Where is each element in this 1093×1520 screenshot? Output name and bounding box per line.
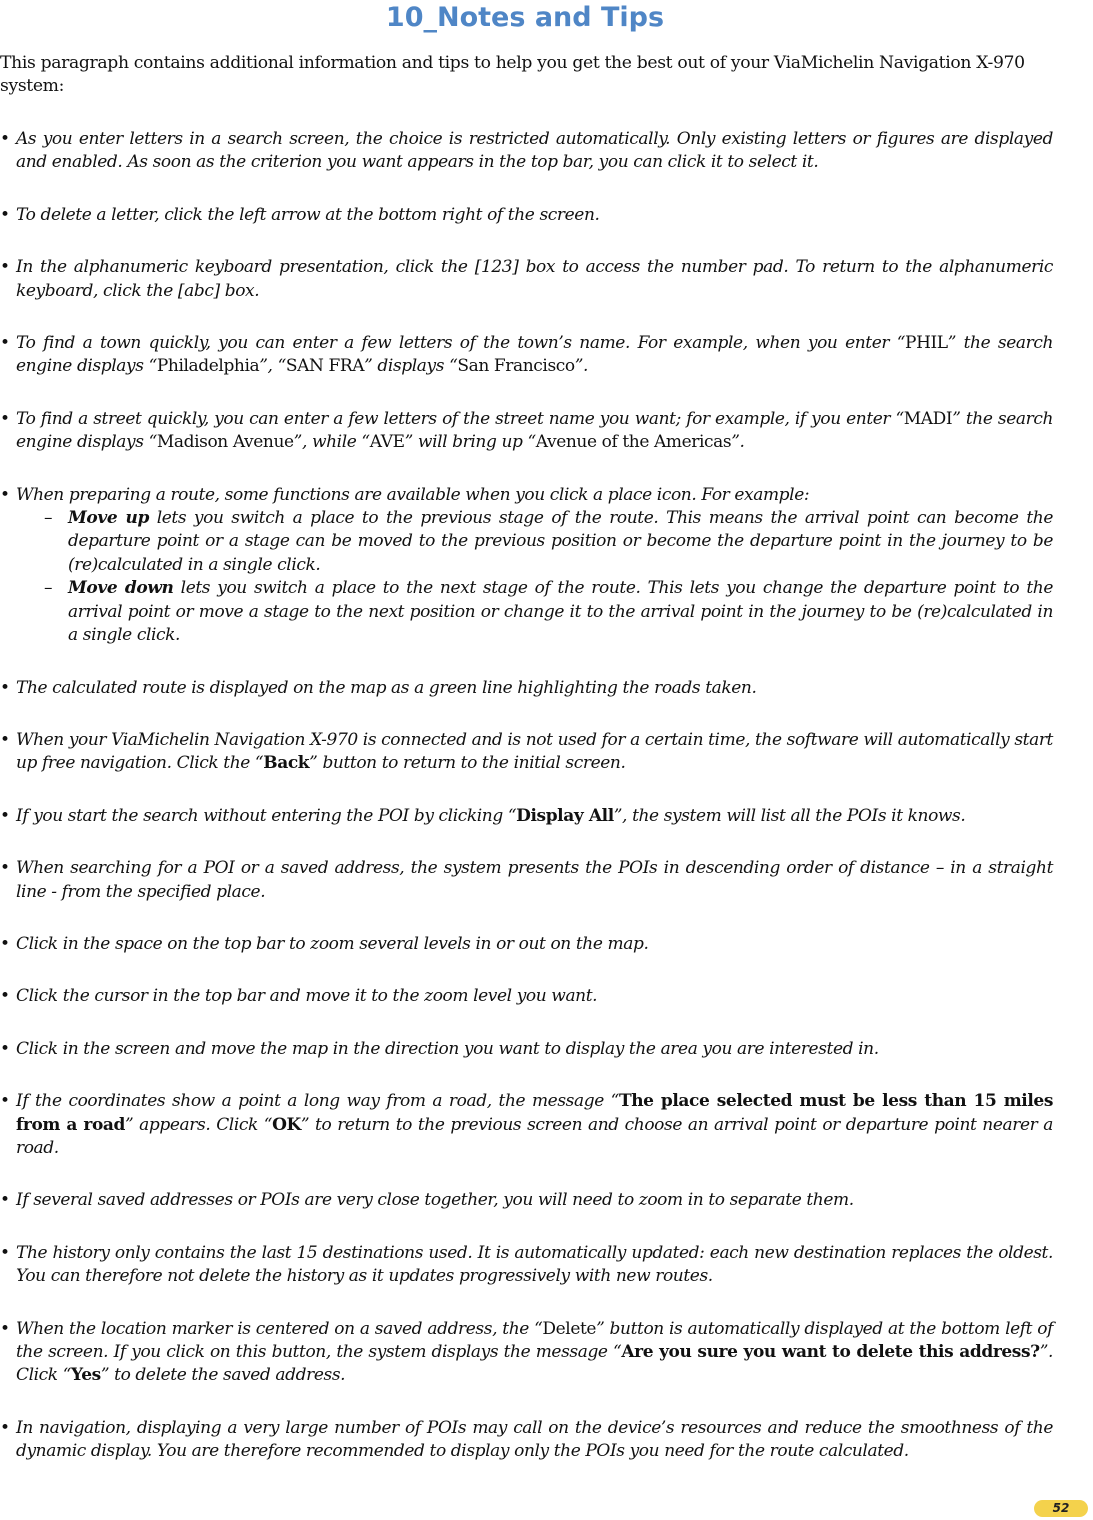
tip-text: If several saved addresses or POIs are very close together, you will need to zoom in to separate them. <box>16 1190 854 1211</box>
bullet-icon: • <box>0 729 10 750</box>
page-number-badge: 52 <box>1034 1500 1088 1517</box>
tip-text: To find a street quickly, you can enter a few letters of the street name you want; for example, if you enter “MADI” the search engine displays “Madison Avenue”, while “AVE” will bring up “Avenue of the Americas”. <box>16 408 1053 453</box>
bullet-icon: • <box>0 933 10 954</box>
bullet-icon: • <box>0 677 10 698</box>
tip-text: If you start the search without entering the POI by clicking “Display All”, the system will list all the POIs it knows. <box>16 805 966 826</box>
sub-item-move-up: – Move up lets you switch a place to the previous stage of the route. This means the arrival point can become the departure point or a stage can be moved to the previous position or become the departure point in the journey to be (re)calculated in a single click. <box>44 508 1053 575</box>
tip-item <box>0 1090 1053 1160</box>
tip-text: Click in the screen and move the map in the direction you want to display the area you are interested in. <box>16 1038 879 1059</box>
tip-item <box>0 484 1053 648</box>
dash-icon: – <box>44 508 53 529</box>
bullet-icon: • <box>0 805 10 826</box>
tip-item <box>0 933 1053 956</box>
page-title: 10_Notes and Tips <box>385 2 665 33</box>
bullet-icon: • <box>0 858 10 879</box>
bullet-icon: • <box>0 204 10 225</box>
tip-item <box>0 1038 1053 1061</box>
tip-text: The calculated route is displayed on the map as a green line highlighting the roads taken. <box>16 677 757 698</box>
bullet-icon: • <box>0 986 10 1007</box>
sub-list <box>16 507 1053 647</box>
bullet-icon: • <box>0 1318 10 1339</box>
bullet-icon: • <box>0 257 10 278</box>
tip-item <box>0 256 1053 303</box>
bullet-icon: • <box>0 1190 10 1211</box>
tip-item <box>0 1242 1053 1289</box>
tip-text: In the alphanumeric keyboard presentation, click the [123] box to access the number pad. To return to the alphanumeric keyboard, click the [abc] box. <box>16 257 1053 301</box>
bullet-icon: • <box>0 1242 10 1263</box>
tip-text: As you enter letters in a search screen, the choice is restricted automatically. Only existing letters or figures are displayed and enabled. As soon as the criterion you want appears in the top bar, you can click it to select it. <box>16 129 1053 173</box>
tip-item <box>0 408 1053 455</box>
sub-item-move-down: – Move down lets you switch a place to the next stage of the route. This lets you change the departure point to the arrival point or move a stage to the next position or change it to the arrival point in the journey to be (re)calculated in a single click. <box>44 578 1054 646</box>
bullet-icon: • <box>0 408 10 429</box>
tip-item <box>0 1417 1053 1464</box>
tip-text: Click in the space on the top bar to zoom several levels in or out on the map. <box>16 933 649 954</box>
tip-item <box>0 677 1053 700</box>
tip-item <box>0 1318 1053 1388</box>
dash-icon: – <box>44 578 53 599</box>
tip-item <box>0 805 1053 828</box>
tip-text: When searching for a POI or a saved address, the system presents the POIs in descending order of distance – in a straight line - from the specified place. <box>16 858 1053 902</box>
tip-text: Click the cursor in the top bar and move it to the zoom level you want. <box>16 986 598 1007</box>
intro-paragraph: This paragraph contains additional information and tips to help you get the best out of your ViaMichelin Navigation X-970 system: <box>0 53 1025 96</box>
bullet-icon: • <box>0 1091 10 1112</box>
bullet-icon: • <box>0 1417 10 1438</box>
tip-text: To delete a letter, click the left arrow at the bottom right of the screen. <box>16 204 600 225</box>
bullet-icon: • <box>0 129 10 149</box>
tip-text: When your ViaMichelin Navigation X-970 is connected and is not used for a certain time, the software will automatically start up free navigation. Click the “Back” button to return to the initial screen. <box>16 729 1053 774</box>
tip-item <box>0 204 1053 227</box>
tip-text: To find a town quickly, you can enter a few letters of the town’s name. For example, when you enter “PHIL” the search engine displays “Philadelphia”, “SAN FRA” displays “San Francisco”. <box>16 333 1053 377</box>
tip-text: In navigation, displaying a very large number of POIs may call on the device’s resources and reduce the smoothness of the dynamic display. You are therefore recommended to display only the POIs you need for the route calculated. <box>16 1417 1053 1462</box>
tip-text: If the coordinates show a point a long way from a road, the message “The place selected must be less than 15 miles from a road” appears. Click “OK” to return to the previous screen and choose an arrival point or departure point nearer a road. <box>16 1091 1053 1158</box>
tip-item <box>0 729 1053 776</box>
tip-text: The history only contains the last 15 destinations used. It is automatically updated: each new destination replaces the oldest. You can therefore not delete the history as it updates progressively with new routes. <box>16 1242 1053 1287</box>
bullet-icon: • <box>0 1038 10 1059</box>
tip-item <box>0 332 1053 379</box>
tip-item <box>0 985 1053 1008</box>
tip-text: When preparing a route, some functions are available when you click a place icon. For example: <box>16 484 810 505</box>
tip-item <box>0 128 1053 175</box>
tip-text: When the location marker is centered on a saved address, the “Delete” button is automatically displayed at the bottom left of the screen. If you click on this button, the system displays the message “Are you sure you want to delete this address?”. Click “Yes” to delete the saved address. <box>16 1318 1053 1386</box>
tip-item <box>0 1189 1053 1212</box>
bullet-icon: • <box>0 484 10 505</box>
bullet-icon: • <box>0 333 10 354</box>
tip-item <box>0 857 1053 904</box>
tips-list <box>0 128 1053 1493</box>
